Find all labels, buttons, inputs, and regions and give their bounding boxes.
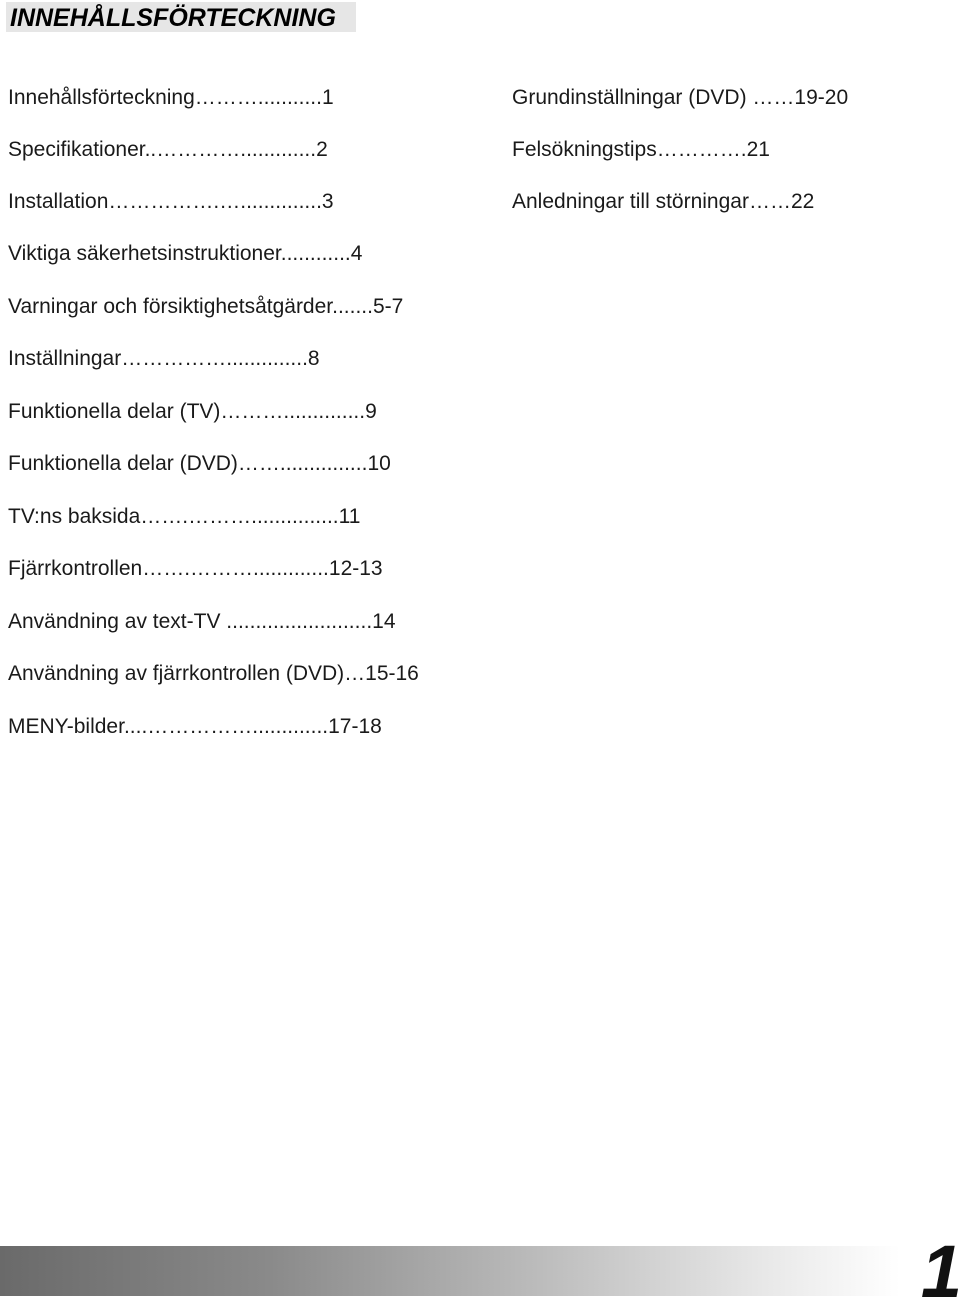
footer-gradient-bar xyxy=(0,1246,900,1296)
toc-entry: Funktionella delar (TV)………..............9 xyxy=(8,400,377,423)
toc-entry: Fjärrkontrollen…….……….............12-13 xyxy=(8,557,383,580)
toc-entry: Felsökningstips………….21 xyxy=(512,138,770,161)
toc-entry: Inställningar……………..............8 xyxy=(8,347,320,370)
toc-entry: Innehållsförteckning………...........1 xyxy=(8,86,334,109)
toc-entry: Specifikationer..………….............2 xyxy=(8,138,328,161)
toc-entry: Installation…………….…..............3 xyxy=(8,190,334,213)
toc-entry: Grundinställningar (DVD) ……19-20 xyxy=(512,86,849,109)
title-banner xyxy=(6,2,356,32)
toc-entry: Användning av text-TV .........................14 xyxy=(8,610,396,633)
toc-entry: MENY-bilder....…………….............17-18 xyxy=(8,715,382,738)
toc-entry: TV:ns baksida…….………...............11 xyxy=(8,505,361,528)
page-number: 1 xyxy=(920,1230,958,1313)
toc-entry: Varningar och försiktighetsåtgärder.......5-7 xyxy=(8,295,404,318)
toc-entry: Anledningar till störningar……22 xyxy=(512,190,815,213)
toc-entry: Viktiga säkerhetsinstruktioner............4 xyxy=(8,242,363,265)
page-title: INNEHÅLLSFÖRTECKNING xyxy=(10,4,336,32)
toc-entry: Användning av fjärrkontrollen (DVD)…15-16 xyxy=(8,662,419,685)
toc-entry: Funktionella delar (DVD)……...............10 xyxy=(8,452,391,475)
